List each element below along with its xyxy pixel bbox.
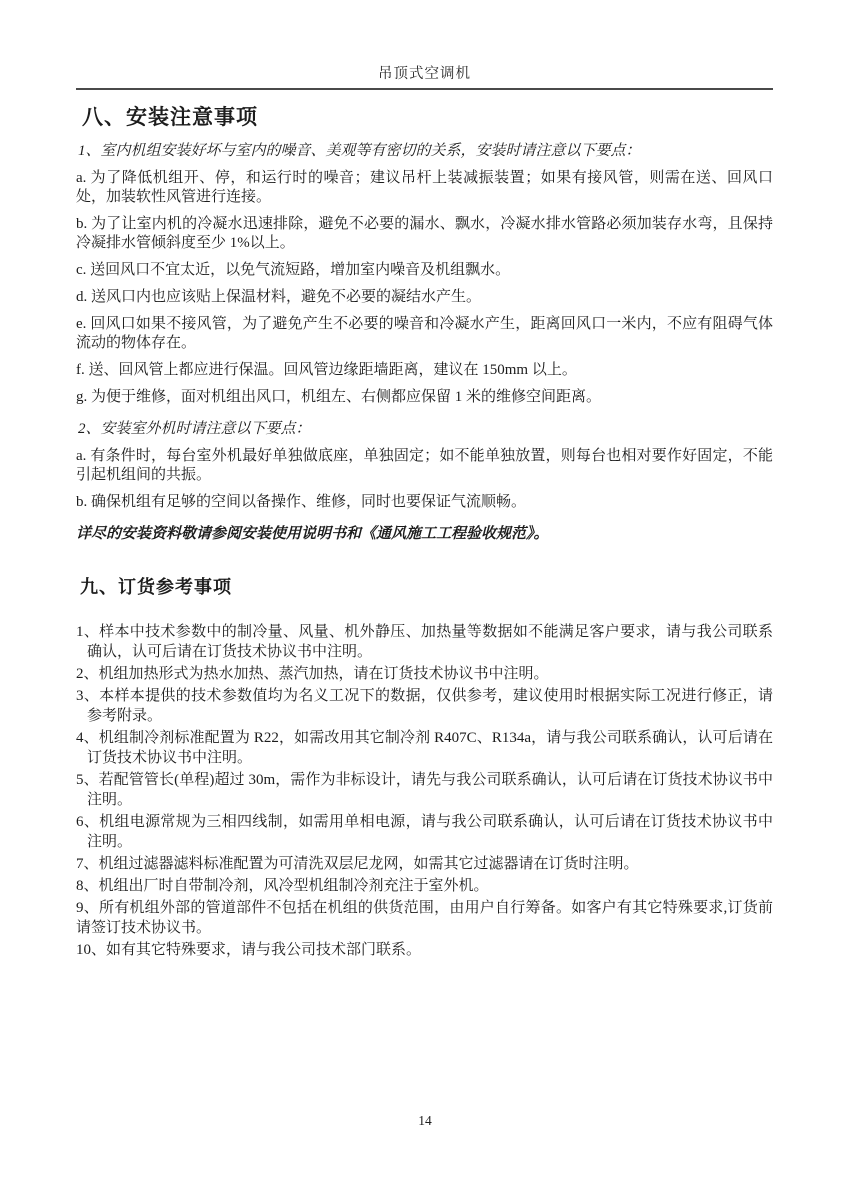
install-point-e: e. 回风口如果不接风管，为了避免产生不必要的噪音和冷凝水产生，距离回风口一米内，不应有阻碍气体流动的物体存在。 [76, 316, 773, 351]
install-point-g: g. 为便于维修，面对机组出风口，机组左、右侧都应保留 1 米的维修空间距离。 [76, 389, 602, 405]
order-item-3: 3、本样本提供的技术参数值均为名义工况下的数据，仅供参考，建议使用时根据实际工况进行修正，请参考附录。 [76, 688, 773, 724]
install-point-c: c. 送回风口不宜太近，以免气流短路，增加室内噪音及机组飘水。 [76, 262, 511, 278]
outdoor-point-b: b. 确保机组有足够的空间以备操作、维修，同时也要保证气流顺畅。 [76, 494, 527, 510]
install-reference-note: 详尽的安装资料敬请参阅安装使用说明书和《通风施工工程验收规范》。 [76, 526, 549, 542]
order-item-10: 10、如有其它特殊要求，请与我公司技术部门联系。 [76, 942, 422, 958]
running-header [76, 66, 773, 90]
install-point-d: d. 送风口内也应该贴上保温材料，避免不必要的凝结水产生。 [76, 289, 482, 305]
outdoor-point-a: a. 有条件时，每台室外机最好单独做底座，单独固定；如不能单独放置，则每台也相对要作好固定，不能引起机组间的共振。 [76, 448, 773, 483]
install-point-f: f. 送、回风管上都应进行保温。回风管边缘距墙距离，建议在 150mm 以上。 [76, 362, 577, 378]
section-8-intro-indoor: 1、室内机组安装好坏与室内的噪音、美观等有密切的关系，安装时请注意以下要点： [78, 143, 641, 159]
order-item-7: 7、机组过滤器滤料标准配置为可清洗双层尼龙网，如需其它过滤器请在订货时注明。 [76, 856, 639, 872]
section-8-intro-outdoor: 2、安装室外机时请注意以下要点： [78, 421, 311, 437]
order-item-2: 2、机组加热形式为热水加热、蒸汽加热，请在订货技术协议书中注明。 [76, 666, 549, 682]
install-point-a: a. 为了降低机组开、停，和运行时的噪音；建议吊杆上装减振装置；如果有接风管，则需在送、回风口处，加装软性风管进行连接。 [76, 170, 773, 205]
order-item-8: 8、机组出厂时自带制冷剂，风冷型机组制冷剂充注于室外机。 [76, 878, 489, 894]
order-item-9: 9、所有机组外部的管道部件不包括在机组的供货范围，由用户自行筹备。如客户有其它特殊要求,订货前请签订技术协议书。 [76, 900, 773, 936]
section-9-heading: 九、订货参考事项 [80, 577, 232, 597]
ordering-reference-list [76, 622, 773, 960]
install-point-b: b. 为了让室内机的冷凝水迅速排除，避免不必要的漏水、飘水，冷凝水排水管路必须加装存水弯，且保持冷凝排水管倾斜度至少 1%以上。 [76, 216, 773, 251]
section-8-heading: 八、安装注意事项 [82, 105, 258, 129]
order-item-6: 6、机组电源常规为三相四线制，如需用单相电源，请与我公司联系确认，认可后请在订货技术协议书中注明。 [76, 814, 773, 850]
order-item-4: 4、机组制冷剂标准配置为 R22，如需改用其它制冷剂 R407C、R134a，请与我公司联系确认，认可后请在订货技术协议书中注明。 [76, 730, 773, 766]
header-rule-divider [76, 88, 773, 90]
order-item-5: 5、若配管管长(单程)超过 30m，需作为非标设计，请先与我公司联系确认，认可后请在订货技术协议书中注明。 [76, 772, 773, 808]
page-number: 14 [418, 1113, 432, 1128]
running-header-title: 吊顶式空调机 [378, 66, 471, 82]
order-item-1: 1、样本中技术参数中的制冷量、风量、机外静压、加热量等数据如不能满足客户要求，请与我公司联系确认，认可后请在订货技术协议书中注明。 [76, 624, 773, 660]
